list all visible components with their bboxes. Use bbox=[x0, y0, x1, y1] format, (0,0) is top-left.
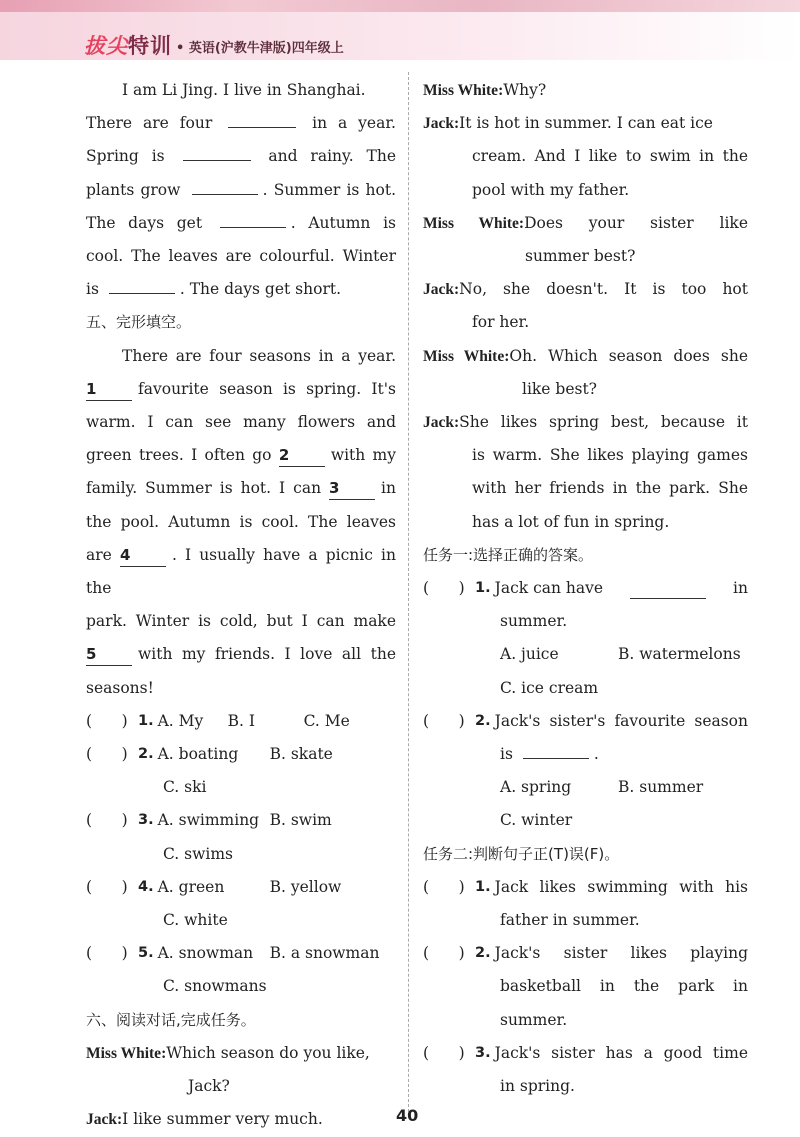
question-row: ( ) 3. Jack's sister has a good time bbox=[423, 1037, 748, 1070]
left-column bbox=[86, 74, 396, 1137]
option-c: C. swims bbox=[163, 844, 233, 863]
passage-line: There are four in a year. bbox=[86, 107, 396, 140]
cloze-line: green trees. I often go 2 with my bbox=[86, 439, 396, 472]
dialog-line: summer best? bbox=[525, 247, 636, 266]
answer-paren: ( ) bbox=[86, 711, 128, 730]
dialog-line: Jack:No, she doesn't. It is too hot bbox=[423, 280, 748, 299]
question-text: father in summer. bbox=[500, 911, 640, 930]
question-row: ( ) 2. Jack's sister likes playing bbox=[423, 937, 748, 970]
task-title: 任务二:判断句子正(T)误(F)。 bbox=[423, 844, 620, 863]
passage-line: cool. The leaves are colourful. Winter bbox=[86, 247, 396, 266]
answer-paren: ( ) bbox=[423, 1043, 465, 1062]
cloze-line: warm. I can see many flowers and bbox=[86, 413, 396, 432]
dialog-line: with her friends in the park. She bbox=[472, 479, 748, 498]
cloze-line: family. Summer is hot. I can 3 in bbox=[86, 472, 396, 505]
answer-blank bbox=[630, 580, 706, 599]
section-title: 六、阅读对话,完成任务。 bbox=[86, 1010, 256, 1029]
dialog-line: Jack:I like summer very much. bbox=[86, 1110, 323, 1129]
cloze-line: 5 with my friends. I love all the bbox=[86, 638, 396, 671]
cloze-number: 1 bbox=[86, 378, 132, 401]
dialog-line: like best? bbox=[522, 379, 597, 398]
cloze-number: 3 bbox=[329, 477, 375, 500]
answer-blank bbox=[228, 109, 296, 128]
option-c: C. white bbox=[163, 911, 228, 930]
dialog-line: for her. bbox=[472, 313, 530, 332]
cloze-line: There are four seasons in a year. bbox=[122, 346, 396, 365]
cloze-line: park. Winter is cold, but I can make bbox=[86, 612, 396, 631]
passage-line: is . The days get short. bbox=[86, 273, 396, 306]
option-c: C. snowmans bbox=[163, 977, 267, 996]
question-row: ( ) 2. Jack's sister's favourite season bbox=[423, 705, 748, 738]
cloze-questions bbox=[86, 705, 396, 1004]
answer-paren: ( ) bbox=[86, 877, 128, 896]
answer-blank bbox=[523, 740, 589, 759]
dialog-line: Miss White:Which season do you like, bbox=[86, 1043, 370, 1062]
options-row: A. spring B. summer bbox=[500, 778, 704, 797]
passage-line: The days get . Autumn is bbox=[86, 207, 396, 240]
question-text: in spring. bbox=[500, 1077, 575, 1096]
dialog-continued bbox=[423, 74, 748, 539]
question-text: is . bbox=[423, 738, 748, 771]
answer-blank bbox=[109, 275, 175, 294]
passage-line: plants grow . Summer is hot. bbox=[86, 174, 396, 207]
dialog-line: is warm. She likes playing games bbox=[472, 446, 748, 465]
passage-1 bbox=[86, 74, 396, 306]
cloze-line: the pool. Autumn is cool. The leaves bbox=[86, 512, 396, 531]
cloze-line: 1 favourite season is spring. It's bbox=[86, 373, 396, 406]
dialog-line: Miss White:Oh. Which season does she bbox=[423, 346, 748, 365]
top-decor-strip bbox=[0, 0, 800, 12]
answer-paren: ( ) bbox=[423, 711, 465, 730]
right-column bbox=[423, 74, 748, 1103]
question-row: ( ) 1. Jack likes swimming with his bbox=[423, 871, 748, 904]
cloze-number: 5 bbox=[86, 643, 132, 666]
dialog-line: Jack:She likes spring best, because it bbox=[423, 413, 748, 432]
option-c: C. ice cream bbox=[500, 678, 599, 697]
option-c: C. winter bbox=[500, 811, 573, 830]
dialog-line: Miss White:Why? bbox=[423, 81, 547, 99]
section-title: 五、完形填空。 bbox=[86, 313, 192, 332]
cloze-line: are 4 . I usually have a picnic in the bbox=[86, 545, 396, 598]
brand-logo: 拔尖特训 bbox=[84, 34, 172, 58]
question-row: ( ) 4. A. green B. yellow bbox=[86, 871, 396, 904]
dialog-line: Jack:It is hot in summer. I can eat ice bbox=[423, 114, 713, 133]
question-row: ( ) 3. A. swimming B. swim bbox=[86, 804, 396, 837]
question-text: basketball in the park in bbox=[500, 977, 748, 996]
answer-blank bbox=[220, 209, 286, 228]
task-title: 任务一:选择正确的答案。 bbox=[423, 545, 594, 564]
question-text: summer. bbox=[500, 1010, 568, 1029]
column-divider bbox=[408, 72, 409, 1112]
question-row: ( ) 5. A. snowman B. a snowman bbox=[86, 937, 396, 970]
cloze-number: 2 bbox=[279, 444, 325, 467]
answer-paren: ( ) bbox=[86, 811, 128, 830]
task1-questions bbox=[423, 572, 748, 838]
answer-paren: ( ) bbox=[423, 877, 465, 896]
answer-paren: ( ) bbox=[423, 579, 465, 598]
options-row: A. juice B. watermelons bbox=[500, 645, 741, 664]
question-row: ( ) 2. A. boating B. skate bbox=[86, 738, 396, 771]
dialog-line: cream. And I like to swim in the bbox=[472, 147, 748, 166]
dialog-line: Jack? bbox=[188, 1077, 230, 1096]
question-row: ( ) 1. Jack can have in bbox=[423, 572, 748, 605]
cloze-passage bbox=[86, 340, 396, 705]
header-subtitle: • 英语(沪教牛津版)四年级上 bbox=[176, 41, 344, 56]
dialog-line: Miss White:Does your sister like bbox=[423, 213, 748, 232]
dialog-start bbox=[86, 1037, 396, 1137]
answer-blank bbox=[183, 142, 251, 161]
task2-questions bbox=[423, 871, 748, 1103]
dialog-line: pool with my father. bbox=[472, 180, 630, 199]
question-text: summer. bbox=[500, 612, 568, 631]
passage-line: I am Li Jing. I live in Shanghai. bbox=[122, 81, 366, 99]
dialog-line: has a lot of fun in spring. bbox=[472, 512, 670, 531]
page-number: 40 bbox=[396, 1106, 419, 1125]
option-c: C. ski bbox=[163, 778, 207, 797]
cloze-line: seasons! bbox=[86, 678, 154, 697]
answer-paren: ( ) bbox=[86, 944, 128, 963]
answer-paren: ( ) bbox=[423, 944, 465, 963]
answer-blank bbox=[192, 176, 258, 195]
cloze-number: 4 bbox=[120, 544, 166, 567]
passage-line: Spring is and rainy. The bbox=[86, 140, 396, 173]
question-row: ( ) 1. A. My B. I C. Me bbox=[86, 705, 396, 738]
answer-paren: ( ) bbox=[86, 745, 128, 764]
